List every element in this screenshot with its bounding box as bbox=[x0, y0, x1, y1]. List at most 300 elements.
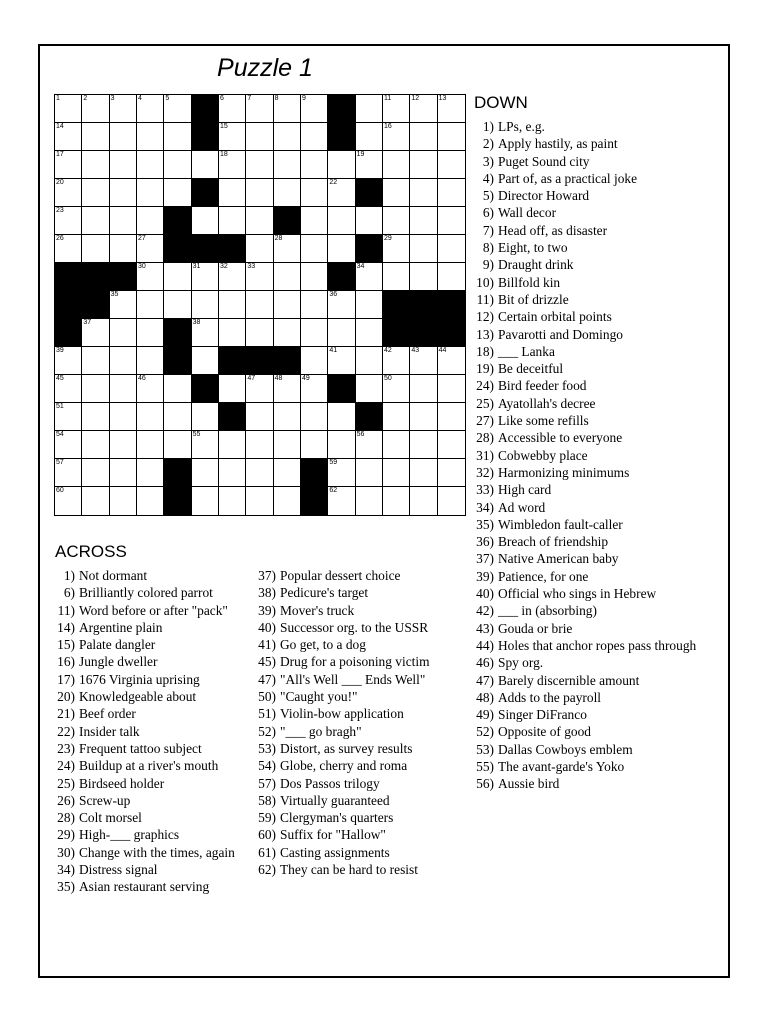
grid-cell[interactable] bbox=[137, 375, 164, 403]
clue-number: 39) bbox=[258, 602, 276, 618]
grid-cell[interactable] bbox=[274, 375, 301, 403]
grid-cell[interactable] bbox=[219, 123, 246, 151]
clue-text: Wimbledon fault-caller bbox=[498, 516, 623, 532]
down-clue bbox=[474, 239, 696, 256]
grid-cell[interactable] bbox=[55, 179, 82, 207]
clue-number: 32) bbox=[476, 464, 494, 480]
clue-text: Wall decor bbox=[498, 205, 557, 221]
across-clue bbox=[55, 567, 249, 584]
clue-number: 8) bbox=[482, 240, 494, 256]
clue-number: 24) bbox=[57, 758, 75, 774]
cell-number: 31 bbox=[192, 263, 201, 270]
grid-cell[interactable] bbox=[110, 487, 137, 515]
grid-cell[interactable] bbox=[328, 235, 355, 263]
grid-cell[interactable] bbox=[82, 179, 109, 207]
grid-cell[interactable] bbox=[356, 291, 383, 319]
grid-cell[interactable] bbox=[301, 347, 328, 375]
grid-cell[interactable] bbox=[438, 431, 465, 459]
grid-cell[interactable] bbox=[246, 487, 273, 515]
grid-cell[interactable] bbox=[55, 207, 82, 235]
grid-cell[interactable] bbox=[274, 179, 301, 207]
grid-cell[interactable] bbox=[356, 487, 383, 515]
grid-cell[interactable] bbox=[274, 431, 301, 459]
grid-cell[interactable] bbox=[301, 207, 328, 235]
grid-cell[interactable] bbox=[328, 291, 355, 319]
grid-cell[interactable] bbox=[137, 179, 164, 207]
clue-number: 52) bbox=[476, 724, 494, 740]
grid-cell[interactable] bbox=[55, 347, 82, 375]
grid-cell[interactable] bbox=[301, 263, 328, 291]
cell-number: 56 bbox=[356, 431, 365, 438]
grid-cell[interactable] bbox=[110, 123, 137, 151]
grid-cell[interactable] bbox=[410, 347, 437, 375]
cell-number: 40 bbox=[165, 347, 174, 354]
grid-cell[interactable] bbox=[55, 235, 82, 263]
grid-cell[interactable] bbox=[110, 95, 137, 123]
grid-cell[interactable] bbox=[438, 347, 465, 375]
cell-number: 38 bbox=[192, 319, 201, 326]
grid-cell[interactable] bbox=[219, 95, 246, 123]
grid-cell[interactable] bbox=[410, 459, 437, 487]
cell-number: 50 bbox=[384, 375, 392, 382]
down-clue bbox=[474, 360, 696, 377]
grid-cell[interactable] bbox=[410, 431, 437, 459]
down-clue bbox=[474, 308, 696, 325]
cell-number: 6 bbox=[220, 95, 224, 102]
grid-cell[interactable] bbox=[328, 179, 355, 207]
cell-number: 12 bbox=[411, 95, 420, 102]
down-clue bbox=[474, 775, 696, 792]
cell-number: 49 bbox=[302, 375, 310, 382]
grid-cell[interactable] bbox=[164, 375, 191, 403]
across-clue bbox=[55, 740, 249, 757]
grid-cell[interactable] bbox=[410, 487, 437, 515]
grid-cell[interactable] bbox=[301, 151, 328, 179]
grid-cell[interactable] bbox=[219, 291, 246, 319]
grid-cell[interactable] bbox=[301, 179, 328, 207]
clue-text: Like some refills bbox=[498, 413, 589, 429]
across-clue-list bbox=[55, 567, 249, 896]
black-square bbox=[438, 319, 465, 347]
clue-number: 54) bbox=[258, 758, 276, 774]
grid-cell[interactable] bbox=[274, 319, 301, 347]
grid-cell[interactable] bbox=[410, 375, 437, 403]
down-clue bbox=[474, 550, 696, 567]
clue-number: 44) bbox=[476, 637, 494, 653]
across-clue bbox=[55, 861, 249, 878]
grid-cell[interactable] bbox=[328, 319, 355, 347]
grid-cell[interactable] bbox=[438, 179, 465, 207]
grid-cell[interactable] bbox=[55, 95, 82, 123]
clue-number: 37) bbox=[476, 551, 494, 567]
grid-cell[interactable] bbox=[110, 207, 137, 235]
grid-cell[interactable] bbox=[110, 291, 137, 319]
grid-cell[interactable] bbox=[137, 487, 164, 515]
grid-cell[interactable] bbox=[383, 375, 410, 403]
grid-cell[interactable] bbox=[110, 375, 137, 403]
grid-cell[interactable] bbox=[110, 403, 137, 431]
grid-cell[interactable] bbox=[192, 459, 219, 487]
grid-cell[interactable] bbox=[82, 319, 109, 347]
down-clue bbox=[474, 741, 696, 758]
grid-cell[interactable] bbox=[274, 487, 301, 515]
grid-cell[interactable] bbox=[246, 459, 273, 487]
grid-cell[interactable] bbox=[192, 431, 219, 459]
clue-text: Frequent tattoo subject bbox=[79, 740, 202, 756]
clue-text: Drug for a poisoning victim bbox=[280, 654, 430, 670]
grid-cell[interactable] bbox=[274, 291, 301, 319]
grid-cell[interactable] bbox=[110, 319, 137, 347]
black-square bbox=[328, 375, 355, 403]
grid-cell[interactable] bbox=[246, 151, 273, 179]
grid-cell[interactable] bbox=[137, 95, 164, 123]
clue-text: Spy org. bbox=[498, 655, 544, 671]
clue-text: Brilliantly colored parrot bbox=[79, 585, 213, 601]
grid-cell[interactable] bbox=[137, 207, 164, 235]
black-square bbox=[192, 179, 219, 207]
grid-cell[interactable] bbox=[438, 207, 465, 235]
grid-cell[interactable] bbox=[82, 459, 109, 487]
grid-cell[interactable] bbox=[301, 235, 328, 263]
grid-cell[interactable] bbox=[137, 263, 164, 291]
grid-cell[interactable] bbox=[438, 123, 465, 151]
grid-cell[interactable] bbox=[383, 207, 410, 235]
across-clue bbox=[256, 619, 430, 636]
grid-cell[interactable] bbox=[383, 179, 410, 207]
clue-text: Beef order bbox=[79, 706, 136, 722]
grid-cell[interactable] bbox=[383, 431, 410, 459]
grid-cell[interactable] bbox=[164, 179, 191, 207]
grid-cell[interactable] bbox=[383, 123, 410, 151]
cell-number: 4 bbox=[138, 95, 142, 102]
clue-number: 6) bbox=[482, 205, 494, 221]
across-clue bbox=[256, 636, 430, 653]
cell-number: 28 bbox=[274, 235, 283, 242]
cell-number: 34 bbox=[356, 263, 365, 270]
grid-cell[interactable] bbox=[192, 487, 219, 515]
grid-cell[interactable] bbox=[82, 151, 109, 179]
grid-cell[interactable] bbox=[274, 459, 301, 487]
grid-cell[interactable] bbox=[219, 263, 246, 291]
grid-cell[interactable] bbox=[192, 319, 219, 347]
grid-cell[interactable] bbox=[438, 487, 465, 515]
clue-number: 40) bbox=[258, 619, 276, 635]
grid-cell[interactable] bbox=[55, 375, 82, 403]
grid-cell[interactable] bbox=[246, 291, 273, 319]
grid-cell[interactable] bbox=[274, 123, 301, 151]
grid-cell[interactable] bbox=[328, 207, 355, 235]
grid-cell[interactable] bbox=[164, 263, 191, 291]
grid-cell[interactable] bbox=[137, 291, 164, 319]
clue-text: Bird feeder food bbox=[498, 378, 587, 394]
grid-cell[interactable] bbox=[438, 459, 465, 487]
down-clue bbox=[474, 412, 696, 429]
clue-number: 28) bbox=[476, 430, 494, 446]
grid-cell[interactable] bbox=[164, 151, 191, 179]
grid-cell[interactable] bbox=[438, 375, 465, 403]
grid-cell[interactable] bbox=[110, 347, 137, 375]
cell-number: 13 bbox=[438, 95, 447, 102]
clue-text: Word before or after "pack" bbox=[79, 602, 228, 618]
grid-cell[interactable] bbox=[82, 235, 109, 263]
grid-cell[interactable] bbox=[383, 263, 410, 291]
grid-cell[interactable] bbox=[246, 263, 273, 291]
grid-cell[interactable] bbox=[82, 403, 109, 431]
grid-cell[interactable] bbox=[82, 487, 109, 515]
grid-cell[interactable] bbox=[137, 403, 164, 431]
grid-cell[interactable] bbox=[246, 179, 273, 207]
grid-cell[interactable] bbox=[383, 95, 410, 123]
grid-cell[interactable] bbox=[219, 487, 246, 515]
crossword-grid bbox=[54, 94, 466, 516]
clue-text: Violin-bow application bbox=[280, 706, 404, 722]
clue-text: Screw-up bbox=[79, 792, 131, 808]
grid-cell[interactable] bbox=[383, 487, 410, 515]
grid-cell[interactable] bbox=[110, 431, 137, 459]
cell-number: 1 bbox=[56, 95, 60, 102]
black-square bbox=[356, 235, 383, 263]
grid-cell[interactable] bbox=[274, 263, 301, 291]
grid-cell[interactable] bbox=[274, 95, 301, 123]
across-clue bbox=[55, 653, 249, 670]
grid-cell[interactable] bbox=[192, 207, 219, 235]
grid-cell[interactable] bbox=[383, 347, 410, 375]
clue-number: 11) bbox=[476, 291, 494, 307]
grid-cell[interactable] bbox=[246, 431, 273, 459]
grid-cell[interactable] bbox=[164, 431, 191, 459]
grid-cell[interactable] bbox=[438, 95, 465, 123]
grid-cell[interactable] bbox=[356, 459, 383, 487]
clue-number: 41) bbox=[258, 637, 276, 653]
clue-number: 60) bbox=[258, 827, 276, 843]
clue-number: 9) bbox=[482, 257, 494, 273]
grid-cell[interactable] bbox=[137, 431, 164, 459]
black-square bbox=[356, 403, 383, 431]
grid-cell[interactable] bbox=[274, 403, 301, 431]
across-clue bbox=[55, 878, 249, 895]
across-clue bbox=[256, 775, 430, 792]
cell-number: 36 bbox=[329, 291, 338, 298]
grid-cell[interactable] bbox=[356, 347, 383, 375]
grid-cell[interactable] bbox=[137, 347, 164, 375]
cell-number: 44 bbox=[438, 347, 447, 354]
grid-cell[interactable] bbox=[219, 431, 246, 459]
grid-cell[interactable] bbox=[356, 151, 383, 179]
clue-text: "All's Well ___ Ends Well" bbox=[280, 671, 426, 687]
clue-text: Mover's truck bbox=[280, 602, 355, 618]
cell-number: 5 bbox=[165, 95, 170, 102]
clue-number: 31) bbox=[476, 447, 494, 463]
grid-cell[interactable] bbox=[356, 95, 383, 123]
across-clue bbox=[256, 584, 430, 601]
grid-cell[interactable] bbox=[410, 95, 437, 123]
grid-cell[interactable] bbox=[55, 487, 82, 515]
cell-number: 29 bbox=[384, 235, 392, 242]
grid-cell[interactable] bbox=[164, 403, 191, 431]
grid-cell[interactable] bbox=[82, 375, 109, 403]
clue-text: Palate dangler bbox=[79, 637, 156, 653]
clue-number: 40) bbox=[476, 586, 494, 602]
grid-cell[interactable] bbox=[110, 151, 137, 179]
clue-number: 35) bbox=[57, 879, 75, 895]
grid-cell[interactable] bbox=[192, 403, 219, 431]
grid-cell[interactable] bbox=[383, 403, 410, 431]
clue-text: Argentine plain bbox=[79, 619, 163, 635]
down-clue bbox=[474, 654, 696, 671]
clue-text: Singer DiFranco bbox=[498, 707, 587, 723]
grid-cell[interactable] bbox=[192, 291, 219, 319]
grid-cell[interactable] bbox=[438, 151, 465, 179]
grid-cell[interactable] bbox=[301, 319, 328, 347]
grid-cell[interactable] bbox=[219, 179, 246, 207]
grid-cell[interactable] bbox=[356, 319, 383, 347]
grid-cell[interactable] bbox=[410, 403, 437, 431]
grid-cell[interactable] bbox=[82, 347, 109, 375]
grid-cell[interactable] bbox=[410, 207, 437, 235]
cell-number: 53 bbox=[356, 403, 365, 410]
grid-cell[interactable] bbox=[55, 151, 82, 179]
black-square bbox=[110, 263, 137, 291]
grid-cell[interactable] bbox=[328, 487, 355, 515]
grid-cell[interactable] bbox=[219, 151, 246, 179]
grid-cell[interactable] bbox=[383, 151, 410, 179]
down-clue bbox=[474, 395, 696, 412]
grid-cell[interactable] bbox=[192, 151, 219, 179]
clue-number: 50) bbox=[258, 689, 276, 705]
grid-cell[interactable] bbox=[246, 319, 273, 347]
grid-cell[interactable] bbox=[192, 347, 219, 375]
cell-number: 30 bbox=[138, 263, 146, 270]
grid-cell[interactable] bbox=[137, 123, 164, 151]
grid-cell[interactable] bbox=[410, 263, 437, 291]
grid-cell[interactable] bbox=[383, 459, 410, 487]
black-square bbox=[192, 375, 219, 403]
grid-cell[interactable] bbox=[356, 375, 383, 403]
grid-cell[interactable] bbox=[137, 151, 164, 179]
grid-cell[interactable] bbox=[219, 459, 246, 487]
clue-number: 11) bbox=[57, 602, 75, 618]
black-square bbox=[246, 347, 273, 375]
grid-cell[interactable] bbox=[301, 291, 328, 319]
grid-cell[interactable] bbox=[301, 375, 328, 403]
grid-cell[interactable] bbox=[246, 95, 273, 123]
grid-cell[interactable] bbox=[301, 95, 328, 123]
grid-cell[interactable] bbox=[219, 375, 246, 403]
grid-cell[interactable] bbox=[219, 319, 246, 347]
cell-number: 25 bbox=[274, 207, 283, 214]
cell-number: 51 bbox=[56, 403, 64, 410]
grid-cell[interactable] bbox=[356, 123, 383, 151]
grid-cell[interactable] bbox=[164, 291, 191, 319]
grid-cell[interactable] bbox=[82, 207, 109, 235]
grid-cell[interactable] bbox=[192, 263, 219, 291]
grid-cell[interactable] bbox=[110, 179, 137, 207]
grid-cell[interactable] bbox=[356, 263, 383, 291]
grid-cell[interactable] bbox=[438, 403, 465, 431]
grid-cell[interactable] bbox=[246, 123, 273, 151]
clue-number: 33) bbox=[476, 482, 494, 498]
grid-cell[interactable] bbox=[55, 123, 82, 151]
grid-cell[interactable] bbox=[82, 123, 109, 151]
grid-cell[interactable] bbox=[274, 151, 301, 179]
grid-cell[interactable] bbox=[438, 235, 465, 263]
across-clue-list-continued bbox=[256, 567, 430, 878]
down-clue bbox=[474, 689, 696, 706]
grid-cell[interactable] bbox=[356, 207, 383, 235]
grid-cell[interactable] bbox=[410, 151, 437, 179]
grid-cell[interactable] bbox=[328, 347, 355, 375]
cell-number: 2 bbox=[83, 95, 88, 102]
down-clue bbox=[474, 533, 696, 550]
down-clue bbox=[474, 447, 696, 464]
grid-cell[interactable] bbox=[137, 235, 164, 263]
clue-text: Apply hastily, as paint bbox=[498, 136, 618, 152]
grid-cell[interactable] bbox=[219, 207, 246, 235]
grid-cell[interactable] bbox=[301, 431, 328, 459]
black-square bbox=[55, 319, 82, 347]
grid-cell[interactable] bbox=[110, 235, 137, 263]
clue-text: High-___ graphics bbox=[79, 827, 180, 843]
clue-text: ___ Lanka bbox=[498, 343, 555, 359]
grid-cell[interactable] bbox=[410, 123, 437, 151]
grid-cell[interactable] bbox=[246, 235, 273, 263]
grid-cell[interactable] bbox=[82, 95, 109, 123]
grid-cell[interactable] bbox=[55, 431, 82, 459]
grid-cell[interactable] bbox=[301, 403, 328, 431]
grid-cell[interactable] bbox=[246, 375, 273, 403]
grid-cell[interactable] bbox=[274, 235, 301, 263]
black-square bbox=[410, 319, 437, 347]
clue-number: 61) bbox=[258, 844, 276, 860]
grid-cell[interactable] bbox=[82, 431, 109, 459]
grid-cell[interactable] bbox=[246, 207, 273, 235]
clue-number: 24) bbox=[476, 378, 494, 394]
grid-cell[interactable] bbox=[356, 431, 383, 459]
grid-cell[interactable] bbox=[164, 95, 191, 123]
grid-cell[interactable] bbox=[137, 459, 164, 487]
grid-cell[interactable] bbox=[55, 459, 82, 487]
grid-cell[interactable] bbox=[137, 319, 164, 347]
grid-cell[interactable] bbox=[410, 235, 437, 263]
cell-number: 33 bbox=[247, 263, 256, 270]
grid-cell[interactable] bbox=[383, 235, 410, 263]
grid-cell[interactable] bbox=[328, 151, 355, 179]
clue-text: They can be hard to resist bbox=[280, 862, 418, 878]
down-clue bbox=[474, 706, 696, 723]
clue-number: 38) bbox=[258, 585, 276, 601]
cell-number: 3 bbox=[110, 95, 115, 102]
down-clue bbox=[474, 429, 696, 446]
grid-cell[interactable] bbox=[328, 431, 355, 459]
grid-cell[interactable] bbox=[438, 263, 465, 291]
grid-cell[interactable] bbox=[164, 123, 191, 151]
grid-cell[interactable] bbox=[328, 459, 355, 487]
cell-number: 45 bbox=[56, 375, 64, 382]
grid-cell[interactable] bbox=[110, 459, 137, 487]
grid-cell[interactable] bbox=[328, 403, 355, 431]
black-square bbox=[192, 95, 219, 123]
clue-text: Dallas Cowboys emblem bbox=[498, 741, 633, 757]
grid-cell[interactable] bbox=[410, 179, 437, 207]
black-square bbox=[164, 235, 191, 263]
grid-cell[interactable] bbox=[301, 123, 328, 151]
grid-cell[interactable] bbox=[246, 403, 273, 431]
grid-cell[interactable] bbox=[55, 403, 82, 431]
across-clue bbox=[256, 844, 430, 861]
clue-text: Opposite of good bbox=[498, 724, 591, 740]
clue-number: 13) bbox=[476, 326, 494, 342]
clue-text: Puget Sound city bbox=[498, 153, 590, 169]
